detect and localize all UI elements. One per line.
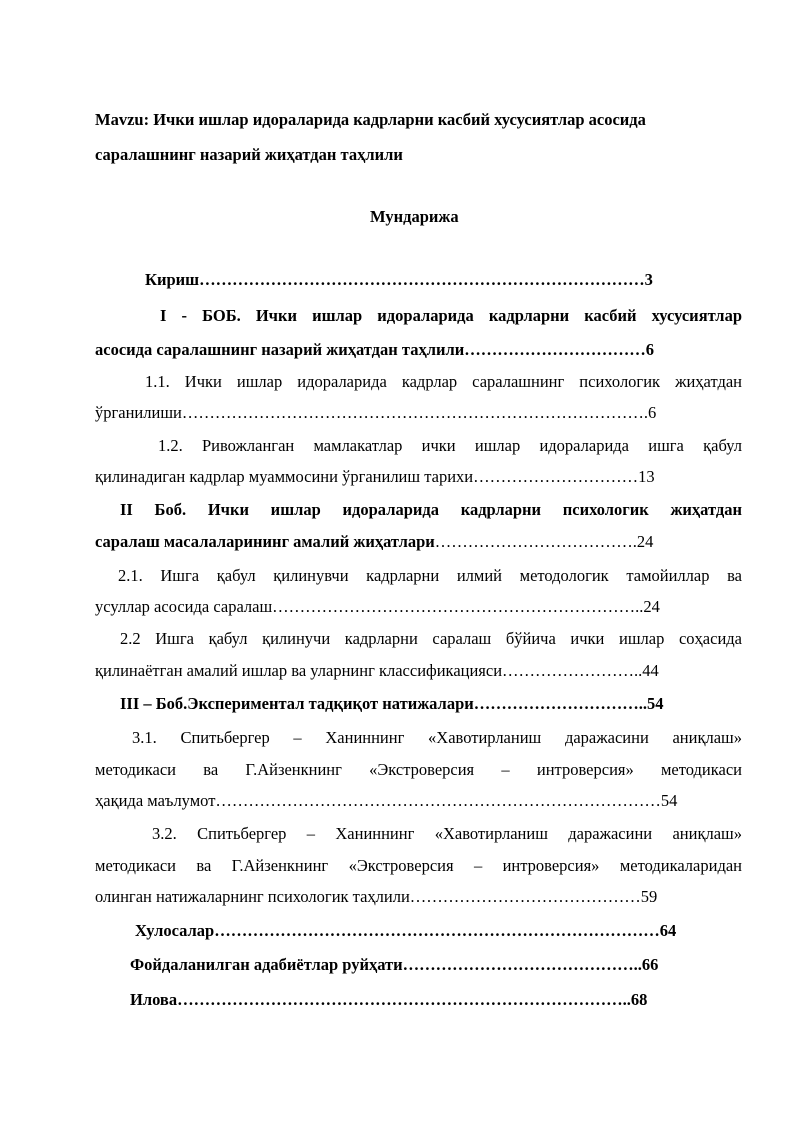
contents-title: Мундарижа — [370, 207, 459, 226]
toc-chapter-2-line-2 — [95, 532, 653, 552]
toc-chapter-3: III – Боб.Экспериментал тадқиқот натижалари…………………………..54 — [120, 694, 664, 713]
toc-chapter-2-page: ……………………………….24 — [434, 532, 654, 551]
toc-appendix: Илова………………………………………………………………………..68 — [130, 990, 648, 1009]
toc-section-3-1-line-1: 3.1. Спитьбергер – Ханиннинг «Хавотирланиш даражасини аниқлаш» — [132, 728, 742, 747]
toc-section-3-1-line-2: методикаси ва Г.Айзенкнинг «Экстроверсия – интроверсия» методикаси — [95, 760, 742, 779]
toc-section-3-1-line-3: ҳақида маълумот………………………………………………………………………54 — [95, 791, 678, 810]
toc-section-1-2-line-2: қилинадиган кадрлар муаммосини ўрганилиш тарихи…………………………13 — [95, 467, 655, 486]
toc-section-2-2-line-2: қилинаётган амалий ишлар ва уларнинг классификацияси……………………..44 — [95, 661, 659, 680]
toc-section-3-2-line-1: 3.2. Спитьбергер – Ханиннинг «Хавотирланиш даражасини аниқлаш» — [152, 824, 742, 843]
toc-section-1-1-line-1: 1.1. Ички ишлар идораларида кадрлар саралашнинг психологик жиҳатдан — [145, 372, 742, 391]
toc-section-2-1-line-2: усуллар асосида саралаш…………………………………………………………..24 — [95, 597, 660, 616]
toc-section-2-1-line-1: 2.1. Ишга қабул қилинувчи кадрларни илмий методологик тамойиллар ва — [118, 566, 742, 585]
toc-section-1-2-line-1: 1.2. Ривожланган мамлакатлар ички ишлар идораларида ишга қабул — [158, 436, 742, 455]
toc-section-3-2-line-2: методикаси ва Г.Айзенкнинг «Экстроверсия – интроверсия» методикаларидан — [95, 856, 742, 875]
toc-chapter-1-line-2: асосида саралашнинг назарий жиҳатдан таҳлили……………………………6 — [95, 340, 654, 359]
toc-references: Фойдаланилган адабиётлар руйҳати……………………………………..66 — [130, 955, 659, 974]
toc-section-3-2-line-3: олинган натижаларнинг психологик таҳлили……………………………………59 — [95, 887, 658, 906]
toc-conclusions: Хулосалар………………………………………………………………………64 — [135, 921, 677, 940]
subject-line-2: саралашнинг назарий жиҳатдан таҳлили — [95, 145, 403, 164]
toc-chapter-2-title-end: саралаш масалаларининг амалий жиҳатлари — [95, 532, 435, 551]
toc-section-1-1-line-2: ўрганилиши………………………………………………………………………….6 — [95, 403, 657, 422]
subject-line-1: Mavzu: Ички ишлар идораларида кадрларни касбий хусусиятлар асосида — [95, 110, 646, 129]
toc-chapter-2-line-1: II Боб. Ички ишлар идораларида кадрларни психологик жиҳатдан — [120, 500, 742, 519]
toc-section-2-2-line-1: 2.2 Ишга қабул қилинучи кадрларни саралаш бўйича ички ишлар соҳасида — [120, 629, 742, 648]
toc-intro: Кириш………………………………………………………………………3 — [145, 270, 653, 289]
toc-chapter-1-line-1: I - БОБ. Ички ишлар идораларида кадрларни касбий хусусиятлар — [160, 306, 742, 325]
